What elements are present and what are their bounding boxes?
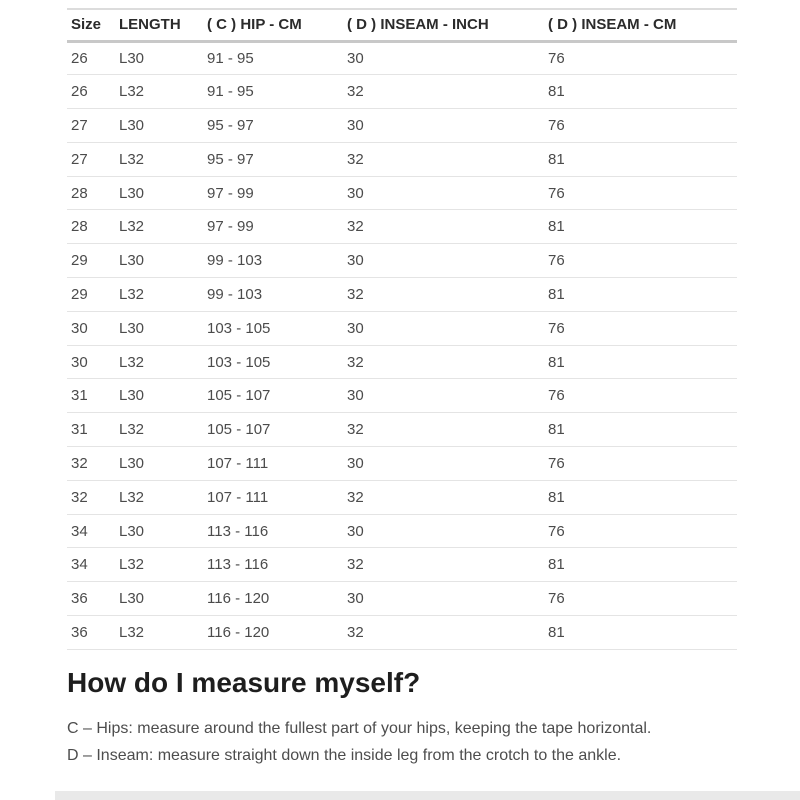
table-row — [67, 379, 737, 413]
cell-hip-cm: 113 - 116 — [203, 548, 343, 582]
cell-size: 34 — [67, 514, 115, 548]
table-row — [67, 582, 737, 616]
table-row — [67, 480, 737, 514]
cell-size: 31 — [67, 413, 115, 447]
cell-size: 32 — [67, 447, 115, 481]
cell-size: 34 — [67, 548, 115, 582]
table-row — [67, 278, 737, 312]
cell-inseam-inch: 32 — [343, 480, 544, 514]
cell-inseam-cm: 81 — [544, 616, 737, 650]
cell-inseam-inch: 30 — [343, 176, 544, 210]
cell-inseam-cm: 76 — [544, 379, 737, 413]
cell-hip-cm: 107 - 111 — [203, 447, 343, 481]
cell-inseam-inch: 30 — [343, 244, 544, 278]
size-chart-table — [67, 8, 737, 650]
cell-hip-cm: 95 - 97 — [203, 142, 343, 176]
cell-inseam-inch: 32 — [343, 210, 544, 244]
cell-inseam-inch: 32 — [343, 548, 544, 582]
cell-size: 30 — [67, 345, 115, 379]
cell-size: 28 — [67, 210, 115, 244]
table-row — [67, 311, 737, 345]
cell-inseam-inch: 32 — [343, 345, 544, 379]
cell-length: L30 — [115, 379, 203, 413]
cell-length: L30 — [115, 244, 203, 278]
cell-inseam-cm: 76 — [544, 582, 737, 616]
cell-length: L32 — [115, 480, 203, 514]
cell-inseam-cm: 81 — [544, 75, 737, 109]
cell-inseam-cm: 81 — [544, 142, 737, 176]
cell-size: 27 — [67, 142, 115, 176]
cell-length: L32 — [115, 413, 203, 447]
cell-hip-cm: 116 - 120 — [203, 582, 343, 616]
cell-hip-cm: 105 - 107 — [203, 413, 343, 447]
cell-inseam-inch: 32 — [343, 413, 544, 447]
column-header-inseam-cm: ( D ) INSEAM - CM — [544, 9, 737, 41]
cell-inseam-cm: 81 — [544, 548, 737, 582]
cell-hip-cm: 113 - 116 — [203, 514, 343, 548]
cell-size: 27 — [67, 109, 115, 143]
table-row — [67, 210, 737, 244]
column-header-length: LENGTH — [115, 9, 203, 41]
cell-hip-cm: 99 - 103 — [203, 278, 343, 312]
cell-hip-cm: 97 - 99 — [203, 176, 343, 210]
cell-hip-cm: 97 - 99 — [203, 210, 343, 244]
cell-length: L32 — [115, 75, 203, 109]
cell-inseam-inch: 30 — [343, 41, 544, 75]
column-header-size: Size — [67, 9, 115, 41]
cell-length: L32 — [115, 345, 203, 379]
cell-size: 36 — [67, 582, 115, 616]
cell-inseam-inch: 30 — [343, 514, 544, 548]
cell-length: L30 — [115, 514, 203, 548]
cell-hip-cm: 91 - 95 — [203, 75, 343, 109]
cell-inseam-cm: 76 — [544, 447, 737, 481]
cell-hip-cm: 116 - 120 — [203, 616, 343, 650]
cell-hip-cm: 99 - 103 — [203, 244, 343, 278]
cell-length: L30 — [115, 41, 203, 75]
cell-size: 28 — [67, 176, 115, 210]
section-divider-bar — [55, 791, 800, 800]
table-row — [67, 345, 737, 379]
cell-inseam-inch: 30 — [343, 379, 544, 413]
cell-length: L32 — [115, 210, 203, 244]
cell-size: 32 — [67, 480, 115, 514]
cell-inseam-cm: 76 — [544, 244, 737, 278]
cell-hip-cm: 91 - 95 — [203, 41, 343, 75]
cell-hip-cm: 105 - 107 — [203, 379, 343, 413]
table-row — [67, 109, 737, 143]
cell-length: L32 — [115, 278, 203, 312]
inseam-instruction: D – Inseam: measure straight down the inside leg from the crotch to the ankle. — [67, 746, 622, 764]
cell-length: L32 — [115, 548, 203, 582]
cell-size: 26 — [67, 75, 115, 109]
cell-inseam-cm: 81 — [544, 345, 737, 379]
size-guide-content — [67, 8, 737, 774]
cell-inseam-cm: 81 — [544, 413, 737, 447]
cell-length: L32 — [115, 616, 203, 650]
cell-inseam-cm: 76 — [544, 176, 737, 210]
cell-size: 30 — [67, 311, 115, 345]
cell-length: L30 — [115, 109, 203, 143]
cell-inseam-inch: 32 — [343, 616, 544, 650]
cell-inseam-inch: 30 — [343, 447, 544, 481]
cell-inseam-cm: 76 — [544, 514, 737, 548]
measure-instructions — [67, 720, 737, 765]
cell-inseam-inch: 32 — [343, 278, 544, 312]
cell-length: L30 — [115, 447, 203, 481]
cell-size: 29 — [67, 244, 115, 278]
cell-inseam-cm: 76 — [544, 109, 737, 143]
cell-inseam-cm: 81 — [544, 480, 737, 514]
cell-hip-cm: 103 - 105 — [203, 345, 343, 379]
cell-length: L30 — [115, 176, 203, 210]
column-header-hip-cm: ( C ) HIP - CM — [203, 9, 343, 41]
hips-instruction: C – Hips: measure around the fullest part of your hips, keeping the tape horizontal. — [67, 719, 652, 737]
cell-inseam-inch: 32 — [343, 75, 544, 109]
cell-length: L32 — [115, 142, 203, 176]
table-row — [67, 142, 737, 176]
header-row — [67, 9, 737, 41]
cell-hip-cm: 107 - 111 — [203, 480, 343, 514]
table-row — [67, 514, 737, 548]
cell-size: 31 — [67, 379, 115, 413]
cell-inseam-cm: 76 — [544, 41, 737, 75]
cell-size: 26 — [67, 41, 115, 75]
table-row — [67, 413, 737, 447]
cell-length: L30 — [115, 582, 203, 616]
table-row — [67, 75, 737, 109]
table-row — [67, 41, 737, 75]
cell-inseam-cm: 81 — [544, 278, 737, 312]
cell-inseam-inch: 30 — [343, 109, 544, 143]
cell-size: 36 — [67, 616, 115, 650]
cell-inseam-cm: 81 — [544, 210, 737, 244]
cell-hip-cm: 95 - 97 — [203, 109, 343, 143]
table-row — [67, 616, 737, 650]
cell-inseam-inch: 30 — [343, 582, 544, 616]
cell-length: L30 — [115, 311, 203, 345]
cell-inseam-cm: 76 — [544, 311, 737, 345]
size-table-header — [67, 9, 737, 41]
table-row — [67, 244, 737, 278]
table-row — [67, 447, 737, 481]
table-row — [67, 176, 737, 210]
cell-size: 29 — [67, 278, 115, 312]
cell-hip-cm: 103 - 105 — [203, 311, 343, 345]
table-row — [67, 548, 737, 582]
column-header-inseam-inch: ( D ) INSEAM - INCH — [343, 9, 544, 41]
cell-inseam-inch: 32 — [343, 142, 544, 176]
size-table-body — [67, 41, 737, 649]
measure-section-heading: How do I measure myself? — [67, 666, 421, 698]
cell-inseam-inch: 30 — [343, 311, 544, 345]
